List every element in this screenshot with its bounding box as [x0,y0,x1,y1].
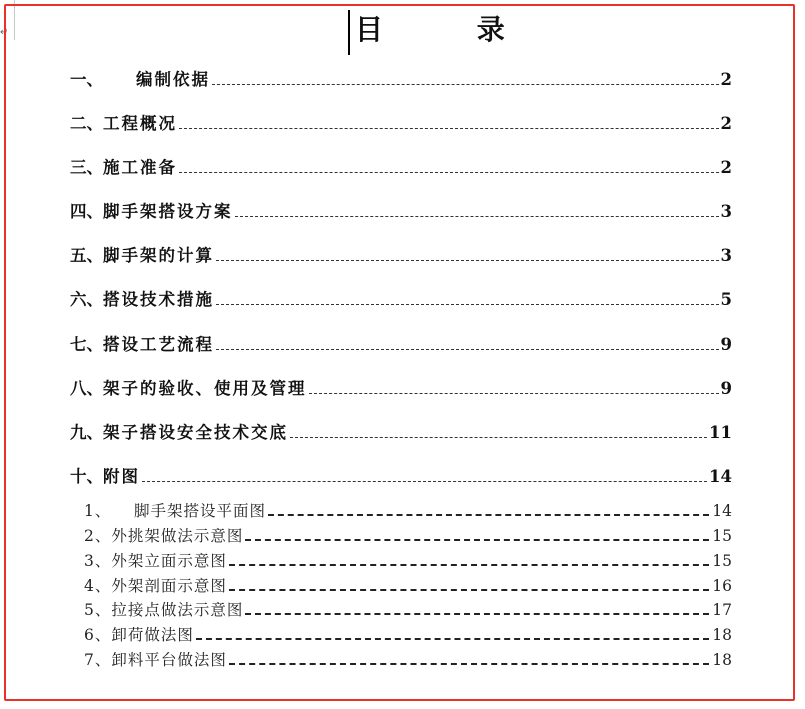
toc-sub-entry[interactable] [84,575,732,597]
toc-sub-entry-label: 外架立面示意图 [111,552,227,570]
toc-entry-page: 2 [720,114,732,133]
toc-leader [196,638,709,640]
toc-sub-entry-label: 卸荷做法图 [111,626,194,644]
toc-entry[interactable] [70,156,732,180]
toc-sub-entry-number: 6、 [84,626,112,644]
toc-entry[interactable] [70,288,732,312]
toc-entry[interactable] [70,333,732,357]
toc-entry-number: 二、 [70,114,103,133]
toc-entry-label: 施工准备 [103,158,177,177]
toc-entry-number: 九、 [70,423,103,442]
toc-leader [309,393,719,394]
toc-leader [216,260,719,261]
toc-sub-entry-number: 5、 [84,601,112,619]
toc-entry-number: 十、 [70,467,103,486]
toc-sub-entry[interactable] [84,500,732,522]
toc-entry-label: 脚手架搭设方案 [103,202,233,221]
toc-leader [229,589,709,591]
toc-sub-entry-number: 3、 [84,552,112,570]
toc-entry[interactable] [70,68,732,92]
toc-sub-entry-page: 15 [712,552,732,570]
toc-entry-label: 搭设工艺流程 [103,335,214,354]
toc-sub-entry-label: 拉接点做法示意图 [111,601,244,619]
toc-sub-entry-number: 2、 [84,527,112,545]
toc-sub-entry-page: 16 [712,577,732,595]
toc-sub-entry[interactable] [84,624,732,646]
toc-sub-entry-label: 脚手架搭设平面图 [134,502,267,520]
toc-sub-entry-page: 17 [712,601,732,619]
toc-entry[interactable] [70,465,732,489]
toc-entry-page: 2 [720,70,732,89]
toc-entry-page: 5 [720,290,732,309]
toc-sub-entry-label: 外架剖面示意图 [111,577,227,595]
toc-leader [212,84,719,85]
toc-sub-entry-page: 18 [712,651,732,669]
toc-leader [179,128,719,129]
text-cursor [348,10,350,55]
toc-entry-number: 六、 [70,290,103,309]
toc-sub-entry-label: 卸料平台做法图 [111,651,227,669]
toc-entry-page: 9 [720,379,732,398]
toc-leader [179,172,719,173]
toc-entry-page: 9 [720,335,732,354]
toc-entry-page: 14 [709,467,732,486]
toc-entry-page: 3 [720,246,732,265]
toc-leader [142,481,707,482]
toc-entry-page: 11 [709,423,732,442]
toc-sub-entry-page: 15 [712,527,732,545]
toc-entry-number: 一、 [70,70,103,89]
toc-sub-entry-page: 18 [712,626,732,644]
toc-entry[interactable] [70,421,732,445]
toc-entry-number: 三、 [70,158,103,177]
toc-sub-entry[interactable] [84,525,732,547]
toc-entry-label: 架子搭设安全技术交底 [103,423,288,442]
toc-entry-label: 搭设技术措施 [103,290,214,309]
toc-leader [245,613,709,615]
toc-leader [290,437,707,438]
page-title: 目 录 [355,13,547,46]
toc-entry-number: 四、 [70,202,103,221]
toc-sub-entry-number: 4、 [84,577,112,595]
toc-sub-entry-number: 7、 [84,651,112,669]
toc-entry-page: 2 [720,158,732,177]
toc-entry-label: 工程概况 [103,114,177,133]
toc-leader [245,539,709,541]
toc-leader [229,663,709,665]
toc-entry-label: 附图 [103,467,140,486]
toc-entry[interactable] [70,112,732,136]
toc-entry-label: 架子的验收、使用及管理 [103,379,307,398]
toc-leader [229,564,709,566]
toc-leader [216,304,719,305]
toc-leader [268,514,709,516]
toc-sub-entry-label: 外挑架做法示意图 [111,527,244,545]
toc-entry[interactable] [70,377,732,401]
toc-entry-number: 五、 [70,246,103,265]
toc-sub-entry-number: 1、 [84,502,112,520]
toc-entry-number: 七、 [70,335,103,354]
toc-entry[interactable] [70,244,732,268]
toc-sub-entry-page: 14 [712,502,732,520]
toc-entry-page: 3 [720,202,732,221]
toc-entry-label: 脚手架的计算 [103,246,214,265]
toc-sub-entry[interactable] [84,550,732,572]
toc-sub-entry[interactable] [84,649,732,671]
paragraph-marker-icon: ↵ [0,27,9,38]
toc-leader [216,349,719,350]
toc-sub-entry[interactable] [84,599,732,621]
toc-entry-number: 八、 [70,379,103,398]
toc-leader [235,216,719,217]
toc-entry[interactable] [70,200,732,224]
toc-entry-label: 编制依据 [136,70,210,89]
